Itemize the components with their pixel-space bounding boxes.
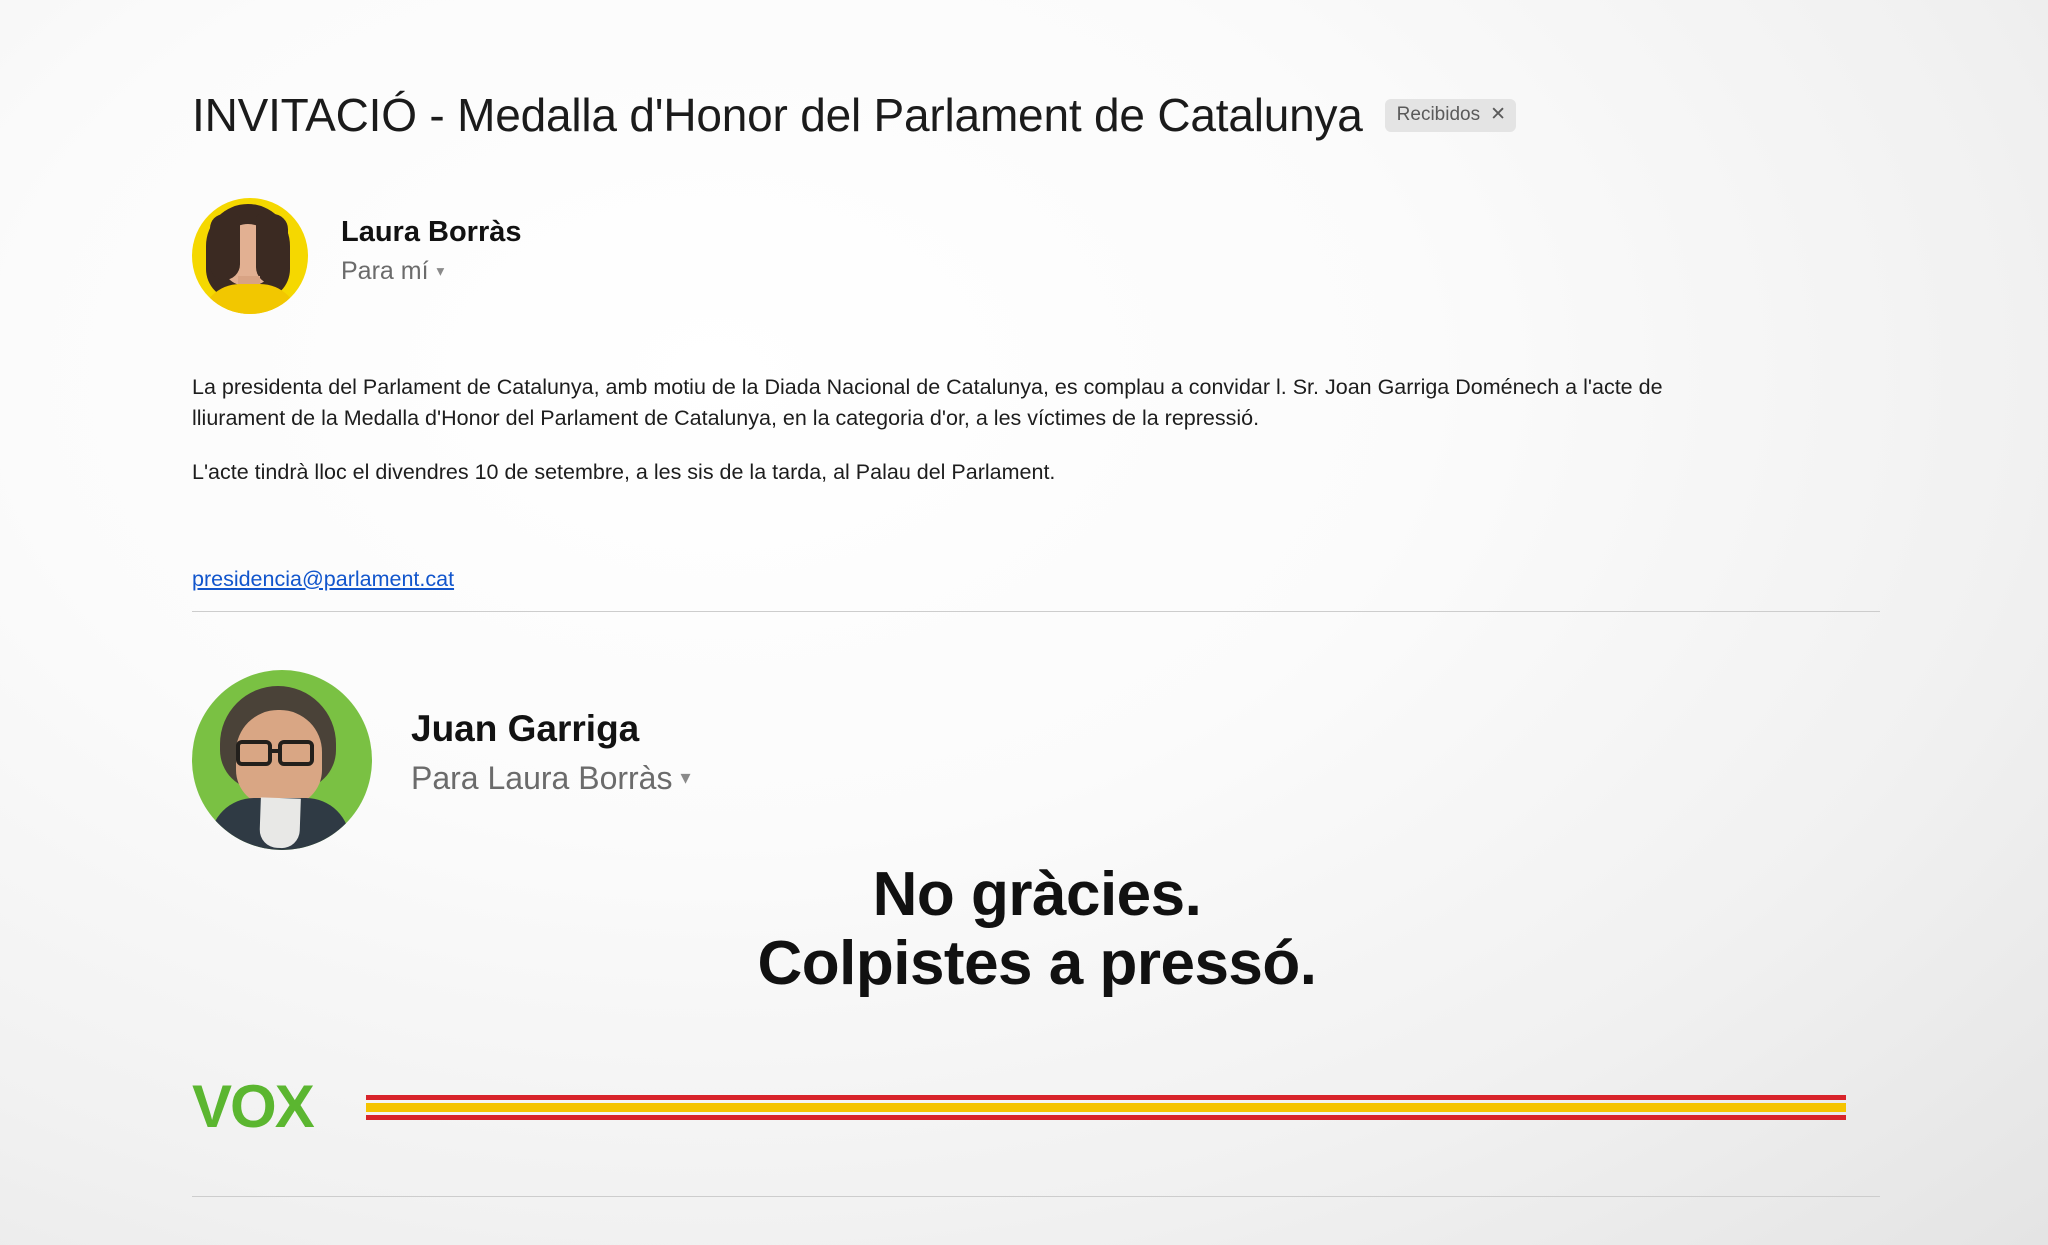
close-icon[interactable]: ✕: [1490, 104, 1507, 125]
avatar: [192, 670, 372, 850]
message-header: [192, 198, 1747, 314]
recipient-label: Para mí: [341, 257, 429, 285]
spanish-flag-bars: [366, 1095, 1846, 1120]
avatar-shirt: [259, 797, 301, 848]
divider: [192, 1196, 1880, 1197]
avatar-glasses-left: [236, 740, 272, 766]
status-badge[interactable]: [1385, 99, 1516, 132]
recipient-label: Para Laura Borràs: [411, 760, 673, 796]
avatar-glasses-right: [278, 740, 314, 766]
signature-block: [192, 1072, 1882, 1142]
avatar-glasses-bridge: [271, 749, 280, 753]
flag-bar-red: [366, 1115, 1846, 1120]
message-paragraph: La presidenta del Parlament de Catalunya, amb motiu de la Diada Nacional de Catalunya, es complau a convidar l. Sr. Joan Garriga Doménech a l'acte de lliurament de la Medalla d'Honor del Parlament de Catalunya, en la categoria d'or, a les víctimes de la repressió.: [192, 375, 1663, 431]
sender-block: [341, 198, 522, 286]
recipient-row[interactable]: [411, 760, 690, 797]
avatar-hair-left: [210, 214, 240, 280]
message-paragraph: L'acte tindrà lloc el divendres 10 de setembre, a les sis de la tarda, al Palau del Parlament.: [192, 460, 1056, 485]
reply-line: No gràcies.: [872, 860, 1202, 929]
sender-name: Laura Borràs: [341, 216, 522, 248]
chevron-down-icon[interactable]: ▾: [436, 262, 445, 280]
page-title: INVITACIÓ - Medalla d'Honor del Parlament de Catalunya: [192, 89, 1363, 141]
message-body: [192, 372, 1747, 595]
message-item: [192, 670, 1317, 999]
recipient-row[interactable]: [341, 257, 522, 286]
divider: [192, 611, 1880, 612]
avatar-hair-right: [256, 214, 288, 284]
flag-bar-yellow: [366, 1103, 1846, 1112]
chevron-down-icon[interactable]: ▾: [680, 766, 691, 789]
subject-row: [192, 88, 1516, 142]
vox-logo: VOX: [192, 1073, 313, 1140]
sender-block: [411, 670, 690, 797]
reply-body: [192, 860, 1882, 999]
reply-line: Colpistes a pressó.: [757, 929, 1317, 999]
sender-name: Juan Garriga: [411, 708, 640, 749]
avatar: [192, 198, 308, 314]
email-link[interactable]: presidencia@parlament.cat: [192, 566, 455, 591]
message-header: [192, 670, 690, 850]
label-chip-text: Recibidos: [1396, 103, 1481, 125]
message-item: [192, 198, 1747, 595]
